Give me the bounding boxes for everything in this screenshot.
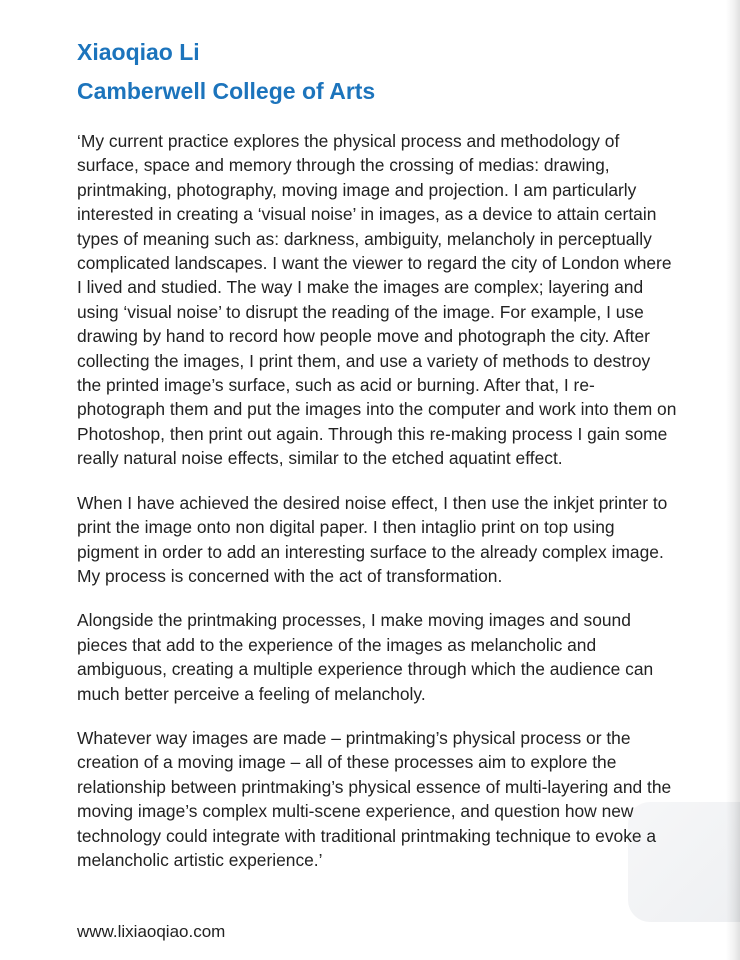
statement-paragraph: When I have achieved the desired noise effect, I then use the inkjet printer to print the image onto non digital paper. I then intaglio print on top using pigment in order to add an interesting surface to the already complex image. My process is concerned with the act of transformation. — [77, 492, 668, 586]
document-header — [77, 38, 717, 106]
statement-paragraph: Alongside the printmaking processes, I make moving images and sound pieces that add to the experience of the images as melancholic and ambiguous, creating a multiple experience through which the audience can much better perceive a feeling of melancholy. — [77, 610, 654, 704]
website-link[interactable]: www.lixiaoqiao.com — [77, 922, 226, 941]
statement-paragraph: Whatever way images are made – printmaking’s physical process or the creation of a moving image – all of these processes aim to explore the relationship between printmaking’s physical essence of multi-layering and the moving image’s complex multi-scene experience, and question how new technology could integrate with traditional printmaking technique to evoke a melancholic artistic experience.’ — [77, 727, 672, 870]
statement-paragraph: ‘My current practice explores the physical process and methodology of surface, space and memory through the crossing of medias: drawing, printmaking, photography, moving image and projection. I am particularly interested in creating a ‘visual noise’ in images, as a device to attain certain types of meaning such as: darkness, ambiguity, melancholy in perceptually complicated landscapes. I want the viewer to regard the city of London where I lived and studied. The way I make the images are complex; layering and using ‘visual noise’ to disrupt the reading of the image. For example, I use drawing by hand to record how people move and photograph the city. After collecting the images, I print them, and use a variety of methods to destroy the printed image’s surface, such as acid or burning. After that, I re-photograph them and put the images into the computer and work into them on Photoshop, then print out again. Through this re-making process I gain some really natural noise effects, similar to the etched aquatint effect. — [77, 131, 677, 469]
artist-statement — [77, 129, 677, 892]
page-edge-shadow — [726, 0, 740, 960]
author-name: Xiaoqiao Li — [77, 39, 200, 65]
college-name: Camberwell College of Arts — [77, 78, 376, 104]
